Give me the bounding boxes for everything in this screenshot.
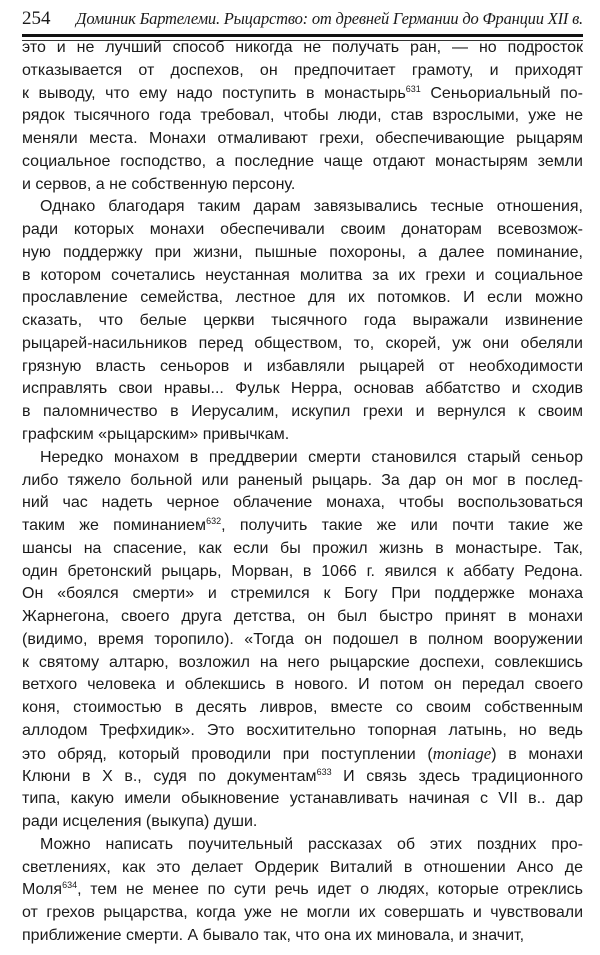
text-segment: Жарнегона, своего друга детства, он был быстро принят в монахи	[22, 608, 583, 626]
text-segment: социальное господство, а последние чаще отдают монастырям земли	[22, 152, 583, 170]
paragraph	[22, 196, 583, 446]
footnote-ref: 632	[206, 516, 222, 527]
text-line	[22, 242, 583, 265]
page-number: 254	[22, 8, 51, 29]
text-line	[22, 629, 583, 652]
text-line	[22, 925, 583, 948]
text-segment: ) в монахи	[491, 745, 583, 763]
text-line	[22, 674, 583, 697]
text-segment: и сервов, а не собственную персону.	[22, 175, 296, 193]
text-line	[22, 37, 583, 60]
text-segment: в котором сочетались неустанная молитва за их грехи и социальное	[22, 266, 583, 284]
paragraph	[22, 447, 583, 834]
italic-term: moniage	[432, 743, 492, 763]
text-segment: рыцарей-насильников перед обществом, то, скорей, уж они обеляли	[22, 334, 583, 352]
text-segment: к выводу, что ему надо поступить в монастырь	[22, 84, 406, 102]
text-segment: ную поддержку при жизни, пышные похороны, а далее поминание,	[22, 243, 583, 261]
text-line	[22, 174, 583, 197]
text-line	[22, 583, 583, 606]
text-line	[22, 606, 583, 629]
text-segment: Он «боялся смерти» и стремился к Богу При поддержке монаха	[22, 585, 583, 603]
text-line	[22, 470, 583, 493]
text-line	[22, 219, 583, 242]
text-line	[22, 287, 583, 310]
text-line	[22, 378, 583, 401]
text-segment: сказать, что белые церкви тысячного года выражали извинение	[22, 312, 583, 330]
text-line	[22, 720, 583, 743]
text-line	[22, 766, 583, 789]
text-segment: ради исцеления (выкупа) души.	[22, 813, 258, 831]
text-segment: шансы на спасение, как если бы прожил жизнь в монастыре. Так,	[22, 539, 583, 557]
text-segment: либо тяжело больной или раненый рыцарь. За дар он мог в послед-	[22, 471, 583, 489]
paragraph	[22, 834, 583, 948]
text-segment: один бретонский рыцарь, Морван, в 1066 г. явился к аббату Редона.	[22, 562, 583, 580]
text-segment: Сеньориальный по-	[420, 84, 584, 102]
text-segment: (видимо, время торопило). «Тогда он подошел в полном вооружении	[22, 630, 583, 648]
text-line	[22, 196, 583, 219]
text-segment: рядок тысячного года требовал, чтобы люди, став взрослыми, уже не	[22, 107, 583, 125]
text-line	[22, 879, 583, 902]
text-segment: коня, стоимостью в десять ливров, вместе со своим собственным	[22, 699, 583, 717]
text-segment: к святому алтарю, возложил на него рыцарские доспехи, совлекшись	[22, 653, 583, 671]
text-line	[22, 788, 583, 811]
text-line	[22, 60, 583, 83]
text-segment: ний час надеть черное облачение монаха, чтобы воспользоваться	[22, 494, 583, 512]
text-line	[22, 561, 583, 584]
text-segment: Моля	[22, 881, 63, 899]
text-line	[22, 105, 583, 128]
text-line	[22, 492, 583, 515]
body-text	[22, 37, 583, 948]
paragraph	[22, 37, 583, 196]
text-segment: это обряд, который проводили при поступлении (	[22, 745, 433, 763]
text-line	[22, 401, 583, 424]
text-segment: прославление семейства, лестное для их потомков. И если можно	[22, 289, 583, 307]
text-line	[22, 310, 583, 333]
text-segment: от грехов рыцарства, когда уже не могли их совершать и чувствовали	[22, 904, 583, 922]
footnote-ref: 631	[405, 83, 421, 94]
text-line	[22, 515, 583, 538]
text-segment: графским «рыцарским» привычкам.	[22, 426, 290, 444]
text-segment: грязную власть сеньоров и избавляли рыцарей от необходимости	[22, 357, 583, 375]
text-segment: , получить такие же или почти такие же	[221, 517, 583, 535]
text-line	[22, 743, 583, 766]
text-segment: приближение смерти. А бывало так, что она их миновала, и значит,	[22, 926, 525, 944]
text-line	[22, 447, 583, 470]
text-segment: , тем не менее по сути речь идет о людях, которые отреклись	[77, 881, 583, 899]
text-segment: в паломничество в Иерусалим, искупил грехи и вернулся к своим	[22, 403, 583, 421]
text-line	[22, 356, 583, 379]
text-segment: Клюни в X в., судя по документам	[22, 767, 317, 785]
text-segment: светлениях, как это делает Ордерик Виталий в отношении Ансо де	[22, 858, 583, 876]
text-segment: отказывается от доспехов, он предпочитает грамоту, и приходят	[22, 61, 583, 79]
text-segment: исправлять свои нравы... Фульк Нерра, основав аббатство и сходив	[22, 380, 583, 398]
text-segment: ветхого человека и облекшись в нового. И потом он передал своего	[22, 676, 583, 694]
text-line	[22, 538, 583, 561]
text-segment: это и не лучший способ никогда не получать ран, — но подросток	[22, 39, 583, 56]
text-line	[22, 902, 583, 925]
text-line	[22, 83, 583, 106]
text-line	[22, 811, 583, 834]
footnote-ref: 633	[316, 766, 332, 777]
text-segment: таким же поминанием	[22, 517, 207, 535]
text-segment: меняли места. Монахи отмаливают грехи, обеспечивающие рыцарям	[22, 130, 583, 148]
text-segment: ради которых монахи обеспечивали своим донаторам всевозмож-	[22, 221, 583, 239]
text-line	[22, 128, 583, 151]
text-line	[22, 265, 583, 288]
text-line	[22, 333, 583, 356]
text-segment: аллодом Трефхидик». Это восхитительно топорная латынь, но ведь	[22, 721, 583, 739]
text-segment: Нередко монахом в преддверии смерти становился старый сеньор	[40, 448, 583, 466]
page-header	[22, 8, 583, 30]
text-line	[22, 424, 583, 447]
text-segment: Однако благодаря таким дарам завязывались тесные отношения,	[40, 198, 583, 216]
text-line	[22, 652, 583, 675]
text-segment: типа, какую имели обыкновение устанавливать начиная с VII в.. дар	[22, 790, 583, 808]
text-line	[22, 857, 583, 880]
text-line	[22, 834, 583, 857]
text-line	[22, 697, 583, 720]
running-title: Доминик Бартелеми. Рыцарство: от древней Германии до Франции XII в.	[76, 9, 583, 28]
text-segment: И связь здесь традиционного	[331, 767, 583, 785]
text-segment: Можно написать поучительный рассказах об этих поздних про-	[40, 835, 583, 853]
footnote-ref: 634	[62, 880, 78, 891]
text-line	[22, 151, 583, 174]
